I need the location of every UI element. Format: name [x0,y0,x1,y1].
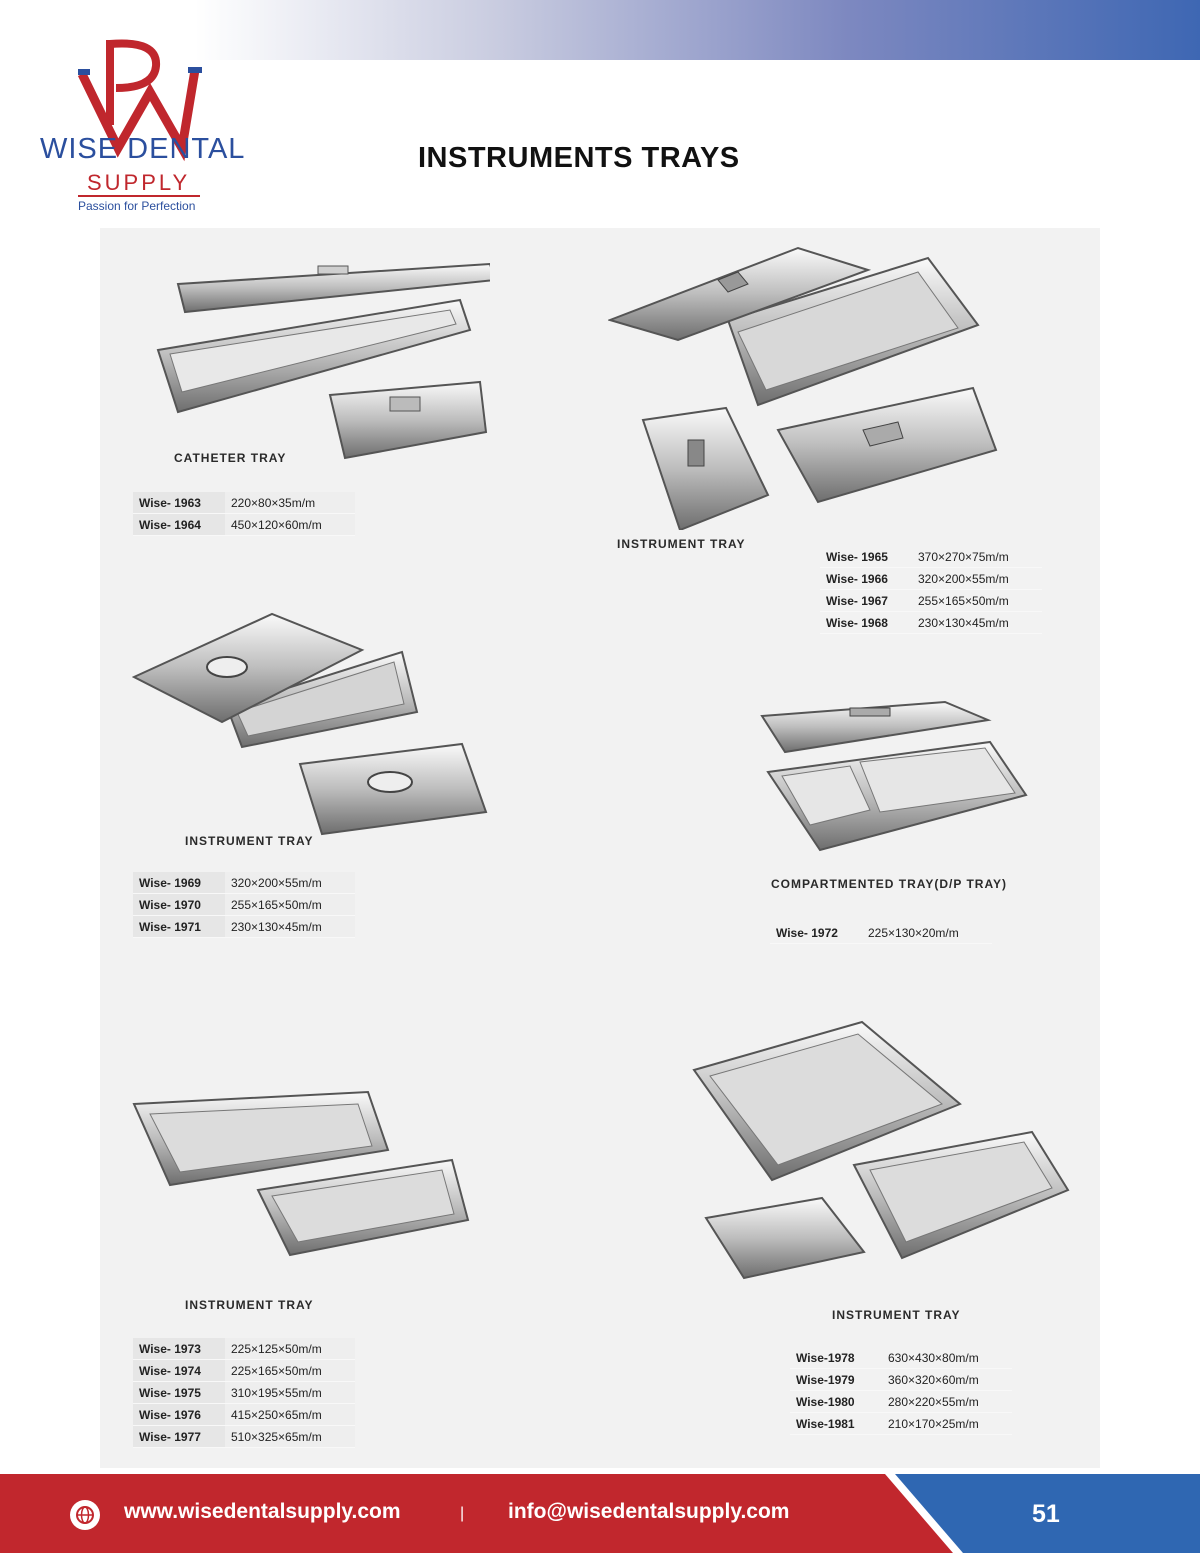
product-size: 255×165×50m/m [912,590,1042,612]
spec-table [820,546,1042,634]
table-row [790,1391,1012,1413]
product-size: 230×130×45m/m [912,612,1042,634]
spec-table [770,922,992,944]
product-size: 370×270×75m/m [912,546,1042,568]
product-code: Wise- 1974 [133,1360,225,1382]
product-size: 310×195×55m/m [225,1382,355,1404]
table-row [790,1347,1012,1369]
brand-tagline: Passion for Perfection [78,199,196,213]
table-row [133,1404,355,1426]
brand-underline [78,195,200,197]
product-size: 415×250×65m/m [225,1404,355,1426]
product-caption: INSTRUMENT TRAY [185,1298,314,1312]
product-code: Wise-1980 [790,1391,882,1413]
product-size: 280×220×55m/m [882,1391,1012,1413]
table-row [133,872,355,894]
table-row [133,916,355,938]
instrument-tray-image [130,1090,470,1260]
table-row [133,1382,355,1404]
page-title: INSTRUMENTS TRAYS [418,142,740,174]
product-size: 360×320×60m/m [882,1369,1012,1391]
product-size: 320×200×55m/m [225,872,355,894]
product-caption: COMPARTMENTED TRAY(D/P TRAY) [771,877,1008,891]
table-row [133,1338,355,1360]
product-code: Wise- 1963 [133,492,225,514]
product-code: Wise- 1966 [820,568,912,590]
product-code: Wise- 1977 [133,1426,225,1448]
product-size: 255×165×50m/m [225,894,355,916]
product-size: 225×130×20m/m [862,922,992,944]
product-code: Wise- 1976 [133,1404,225,1426]
product-size: 230×130×45m/m [225,916,355,938]
table-row [133,492,355,514]
table-row [133,894,355,916]
product-code: Wise- 1970 [133,894,225,916]
product-code: Wise- 1973 [133,1338,225,1360]
product-code: Wise- 1965 [820,546,912,568]
product-size: 225×165×50m/m [225,1360,355,1382]
catheter-tray-image [150,262,490,472]
email-link[interactable]: info@wisedentalsupply.com [508,1500,790,1523]
product-code: Wise- 1969 [133,872,225,894]
table-row [770,922,992,944]
product-size: 210×170×25m/m [882,1413,1012,1435]
product-size: 450×120×60m/m [225,514,355,536]
product-code: Wise- 1968 [820,612,912,634]
table-row [820,612,1042,634]
table-row [790,1413,1012,1435]
spec-table [133,1338,355,1448]
instrument-tray-image [132,612,492,837]
product-size: 320×200×55m/m [912,568,1042,590]
product-size: 630×430×80m/m [882,1347,1012,1369]
product-code: Wise- 1975 [133,1382,225,1404]
instrument-tray-image [608,240,998,530]
product-size: 220×80×35m/m [225,492,355,514]
page-number: 51 [1032,1500,1060,1528]
product-caption: INSTRUMENT TRAY [185,834,314,848]
table-row [133,514,355,536]
product-caption: INSTRUMENT TRAY [617,537,746,551]
product-caption: CATHETER TRAY [174,451,287,465]
table-row [820,568,1042,590]
product-size: 225×125×50m/m [225,1338,355,1360]
table-row [820,590,1042,612]
header-gradient-bar [195,0,1200,60]
spec-table [133,872,355,938]
globe-icon [70,1500,100,1530]
product-code: Wise-1978 [790,1347,882,1369]
table-row [790,1369,1012,1391]
product-size: 510×325×65m/m [225,1426,355,1448]
product-code: Wise- 1972 [770,922,862,944]
product-code: Wise- 1964 [133,514,225,536]
instrument-tray-image [692,1020,1077,1290]
brand-supply: SUPPLY [87,170,191,195]
table-row [133,1360,355,1382]
product-caption: INSTRUMENT TRAY [832,1308,961,1322]
spec-table [790,1347,1012,1435]
footer-separator: | [460,1505,465,1522]
website-link[interactable]: www.wisedentalsupply.com [124,1500,401,1523]
compartmented-tray-image [760,700,1030,855]
table-row [820,546,1042,568]
product-code: Wise- 1967 [820,590,912,612]
table-row [133,1426,355,1448]
product-code: Wise-1979 [790,1369,882,1391]
product-code: Wise- 1971 [133,916,225,938]
product-code: Wise-1981 [790,1413,882,1435]
spec-table [133,492,355,536]
brand-name: WISE DENTAL [40,133,246,165]
